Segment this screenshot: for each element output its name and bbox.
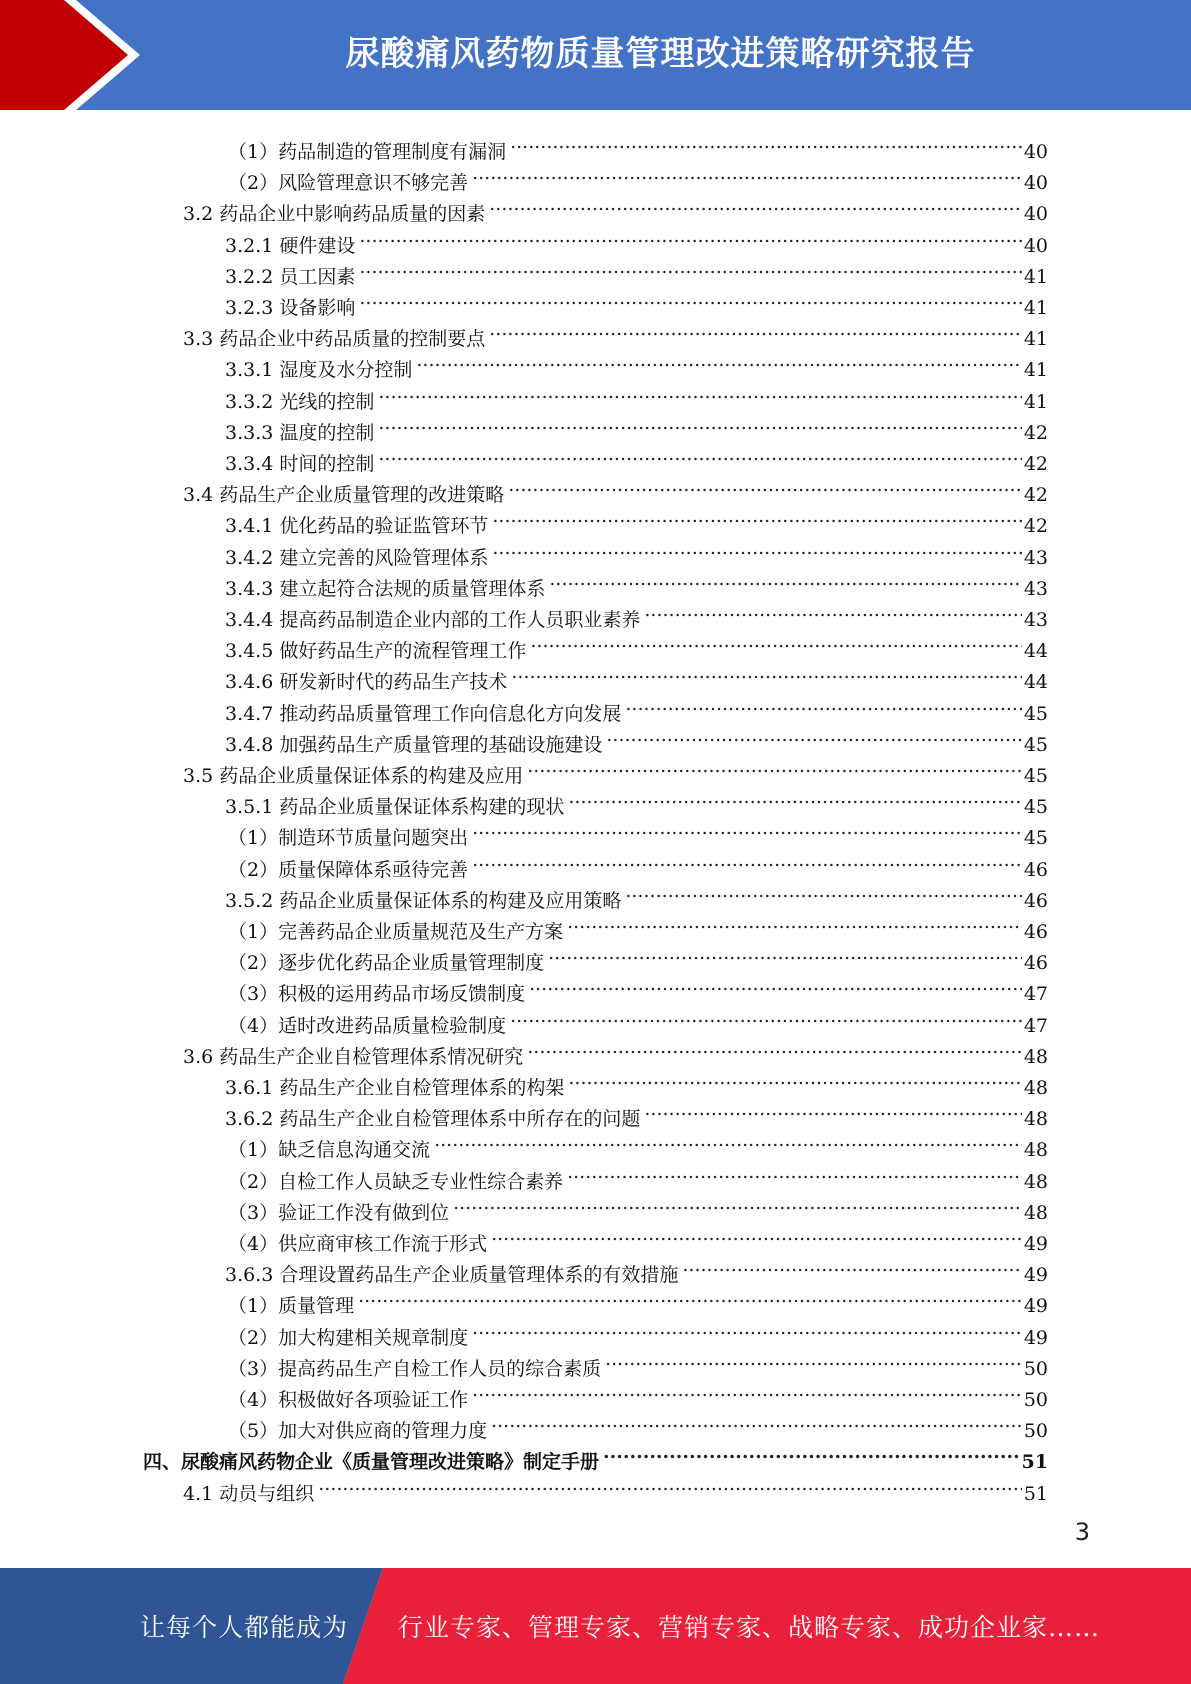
- toc-entry-label: 3.5 药品企业质量保证体系的构建及应用: [183, 765, 524, 787]
- toc-entry-page: 44: [1023, 671, 1048, 694]
- toc-entry-page: 43: [1023, 577, 1048, 600]
- toc-entry[interactable]: [225, 221, 1048, 257]
- toc-entry[interactable]: [225, 564, 1048, 600]
- toc-entry[interactable]: [183, 189, 1048, 226]
- toc-entry[interactable]: [225, 782, 1048, 819]
- toc-entry-label: 3.3.3 温度的控制: [225, 421, 375, 444]
- toc-leader-dots: [472, 813, 1022, 844]
- toc-entry-label: （2）风险管理意识不够完善: [228, 172, 469, 195]
- toc-entry-label: （4）适时改进药品质量检验制度: [228, 1014, 507, 1037]
- toc-entry-label: 3.4.5 做好药品生产的流程管理工作: [225, 640, 527, 663]
- toc-entry-label: 4.1 动员与组织: [183, 1482, 315, 1505]
- toc-entry-page: 46: [1023, 889, 1048, 912]
- toc-entry-label: （5）加大对供应商的管理力度: [228, 1420, 488, 1443]
- toc-leader-dots: [549, 564, 1021, 595]
- toc-entry[interactable]: [225, 345, 1048, 382]
- toc-entry[interactable]: [225, 876, 1048, 912]
- toc-entry[interactable]: [228, 158, 1048, 195]
- toc-entry[interactable]: [183, 314, 1048, 351]
- toc-entry-page: 41: [1023, 359, 1048, 382]
- toc-leader-dots: [318, 1469, 1022, 1500]
- toc-entry-label: 3.4.2 建立完善的风险管理体系: [225, 546, 489, 569]
- toc-entry-page: 42: [1023, 515, 1048, 538]
- footer-slogan-right: 行业专家、管理专家、营销专家、战略专家、成功企业家……: [398, 1613, 1101, 1642]
- toc-entry-page: 46: [1023, 952, 1048, 975]
- toc-entry[interactable]: [225, 501, 1048, 538]
- toc-entry[interactable]: [228, 1406, 1048, 1443]
- toc-leader-dots: [492, 501, 1021, 532]
- toc-entry-label: 3.4.4 提高药品制造企业内部的工作人员职业素养: [225, 609, 641, 631]
- toc-leader-dots: [472, 845, 1022, 876]
- toc-entry[interactable]: [228, 907, 1048, 943]
- toc-entry-label: 3.2.3 设备影响: [225, 297, 356, 319]
- toc-entry[interactable]: [225, 252, 1048, 288]
- toc-leader-dots: [510, 127, 1022, 158]
- toc-entry[interactable]: [228, 1157, 1048, 1193]
- toc-entry[interactable]: [225, 1250, 1048, 1287]
- toc-leader-dots: [359, 283, 1021, 314]
- toc-entry-label: 3.3 药品企业中药品质量的控制要点: [183, 328, 486, 351]
- toc-entry-page: 47: [1023, 983, 1048, 1006]
- toc-leader-dots: [508, 470, 1022, 501]
- toc-entry[interactable]: [225, 595, 1048, 631]
- page-footer: [0, 1568, 1191, 1684]
- toc-entry-label: 3.2.2 员工因素: [225, 265, 356, 288]
- toc-entry-label: （4）供应商审核工作流于形式: [228, 1233, 488, 1255]
- toc-entry-page: 45: [1023, 733, 1048, 756]
- toc-leader-dots: [359, 252, 1021, 283]
- toc-entry[interactable]: [228, 969, 1048, 1006]
- toc-leader-dots: [682, 1250, 1021, 1281]
- toc-leader-dots: [625, 689, 1021, 720]
- toc-entry-page: 48: [1023, 1201, 1048, 1224]
- toc-leader-dots: [359, 221, 1021, 252]
- toc-leader-dots: [527, 1032, 1022, 1063]
- toc-entry-label: 3.6.3 合理设置药品生产企业质量管理体系的有效措施: [225, 1264, 679, 1287]
- toc-leader-dots: [472, 158, 1022, 189]
- page-number: 3: [1074, 1518, 1090, 1546]
- toc-entry[interactable]: [228, 127, 1048, 163]
- toc-entry-page: 49: [1023, 1233, 1048, 1255]
- toc-entry[interactable]: [228, 1344, 1048, 1380]
- toc-leader-dots: [568, 1063, 1021, 1094]
- toc-entry[interactable]: [228, 1001, 1048, 1037]
- toc-leader-dots: [491, 1406, 1022, 1437]
- toc-entry[interactable]: [183, 1032, 1048, 1068]
- toc-entry-label: （2）自检工作人员缺乏专业性综合素养: [228, 1170, 564, 1193]
- toc-leader-dots: [453, 1188, 1022, 1219]
- toc-entry-label: 3.6.2 药品生产企业自检管理体系中所存在的问题: [225, 1108, 641, 1131]
- toc-entry-page: 42: [1023, 453, 1048, 475]
- toc-entry-label: 3.4.6 研发新时代的药品生产技术: [225, 671, 508, 694]
- toc-entry-page: 46: [1023, 921, 1048, 943]
- toc-entry-page: 49: [1023, 1264, 1048, 1287]
- toc-entry[interactable]: [225, 626, 1048, 663]
- toc-entry-page: 46: [1023, 858, 1048, 881]
- toc-leader-dots: [434, 1125, 1022, 1156]
- toc-leader-dots: [489, 314, 1022, 345]
- toc-entry[interactable]: [183, 1469, 1048, 1505]
- toc-entry-page: 51: [1023, 1482, 1048, 1505]
- toc-entry-label: （2）逐步优化药品企业质量管理制度: [228, 952, 545, 975]
- toc-entry[interactable]: [225, 439, 1048, 475]
- toc-entry-label: 3.4 药品生产企业质量管理的改进策略: [183, 484, 505, 507]
- toc-entry[interactable]: [225, 689, 1048, 725]
- toc-entry[interactable]: [225, 533, 1048, 569]
- toc-entry[interactable]: [228, 1125, 1048, 1162]
- toc-entry-label: （4）积极做好各项验证工作: [228, 1389, 469, 1411]
- toc-entry-label: 3.6 药品生产企业自检管理体系情况研究: [183, 1045, 524, 1068]
- toc-leader-dots: [605, 1344, 1022, 1375]
- toc-entry[interactable]: [225, 720, 1048, 756]
- toc-leader-dots: [606, 720, 1021, 751]
- toc-entry-label: （1）质量管理: [228, 1295, 355, 1318]
- toc-entry-label: 3.3.2 光线的控制: [225, 390, 375, 413]
- toc-leader-dots: [529, 969, 1022, 1000]
- toc-entry-label: （3）积极的运用药品市场反馈制度: [228, 983, 526, 1006]
- toc-entry[interactable]: [225, 1063, 1048, 1099]
- toc-entry[interactable]: [228, 1313, 1048, 1349]
- toc-entry-label: （3）提高药品生产自检工作人员的综合素质: [228, 1357, 602, 1380]
- toc-entry-page: 48: [1023, 1045, 1048, 1068]
- toc-leader-dots: [378, 439, 1021, 470]
- toc-entry-label: （1）药品制造的管理制度有漏洞: [228, 141, 507, 163]
- toc-entry-label: （1）缺乏信息沟通交流: [228, 1139, 431, 1162]
- toc-entry[interactable]: [228, 813, 1048, 850]
- toc-entry-page: 45: [1023, 827, 1048, 850]
- toc-entry-page: 48: [1023, 1170, 1048, 1193]
- toc-leader-dots: [511, 657, 1021, 688]
- toc-entry[interactable]: [143, 1437, 1048, 1474]
- toc-leader-dots: [378, 408, 1021, 439]
- toc-entry[interactable]: [183, 751, 1048, 787]
- toc-entry-page: 50: [1023, 1420, 1048, 1443]
- toc-entry-label: 3.5.2 药品企业质量保证体系的构建及应用策略: [225, 889, 622, 912]
- toc-entry-page: 42: [1023, 484, 1048, 507]
- toc-leader-dots: [644, 1094, 1021, 1125]
- toc-entry[interactable]: [225, 1094, 1048, 1131]
- toc-entry-page: 41: [1023, 297, 1048, 319]
- toc-leader-dots: [644, 595, 1021, 626]
- toc-entry-page: 45: [1023, 765, 1048, 787]
- toc-entry-label: 3.6.1 药品生产企业自检管理体系的构架: [225, 1077, 565, 1099]
- toc-leader-dots: [416, 345, 1021, 376]
- toc-entry-page: 40: [1023, 141, 1048, 163]
- toc-entry-label: （3）验证工作没有做到位: [228, 1201, 450, 1224]
- toc-entry-page: 48: [1023, 1077, 1048, 1099]
- toc-entry-label: 四、尿酸痛风药物企业《质量管理改进策略》制定手册: [143, 1451, 600, 1474]
- toc-entry-label: （1）制造环节质量问题突出: [228, 827, 469, 850]
- toc-entry-label: 3.2.1 硬件建设: [225, 234, 356, 257]
- toc-entry-label: （1）完善药品企业质量规范及生产方案: [228, 921, 564, 943]
- toc-leader-dots: [530, 626, 1021, 657]
- toc-leader-dots: [625, 876, 1021, 907]
- toc-entry[interactable]: [228, 1281, 1048, 1318]
- toc-entry[interactable]: [228, 1188, 1048, 1224]
- toc-entry-label: 3.4.8 加强药品生产质量管理的基础设施建设: [225, 733, 603, 756]
- report-title: 尿酸痛风药物质量管理改进策略研究报告: [345, 34, 976, 74]
- toc-entry[interactable]: [183, 470, 1048, 507]
- toc-leader-dots: [567, 907, 1022, 938]
- footer-slogan-left: 让每个人都能成为: [140, 1613, 349, 1642]
- page-header: [0, 0, 1191, 110]
- toc-entry-page: 49: [1023, 1295, 1048, 1318]
- toc-entry-label: 3.2 药品企业中影响药品质量的因素: [183, 203, 486, 226]
- toc-leader-dots: [568, 782, 1021, 813]
- toc-entry-label: 3.5.1 药品企业质量保证体系构建的现状: [225, 796, 565, 819]
- toc-entry-label: 3.3.4 时间的控制: [225, 453, 375, 475]
- toc-entry-label: 3.4.7 推动药品质量管理工作向信息化方向发展: [225, 702, 622, 725]
- toc-entry[interactable]: [228, 1219, 1048, 1255]
- toc-leader-dots: [548, 938, 1022, 969]
- toc-leader-dots: [358, 1281, 1022, 1312]
- toc-leader-dots: [472, 1313, 1022, 1344]
- toc-leader-dots: [489, 189, 1022, 220]
- toc-entry[interactable]: [228, 938, 1048, 975]
- toc-entry[interactable]: [225, 283, 1048, 319]
- toc-entry-page: 40: [1023, 203, 1048, 226]
- toc-entry[interactable]: [228, 1375, 1048, 1411]
- toc-entry-page: 45: [1023, 702, 1048, 725]
- toc-entry-page: 40: [1023, 234, 1048, 257]
- toc-leader-dots: [492, 533, 1021, 564]
- toc-entry-page: 45: [1023, 796, 1048, 819]
- toc-entry-label: （2）加大构建相关规章制度: [228, 1326, 469, 1349]
- toc-leader-dots: [491, 1219, 1022, 1250]
- toc-entry-page: 48: [1023, 1108, 1048, 1131]
- toc-entry-page: 41: [1023, 328, 1048, 351]
- toc-entry-label: 3.4.1 优化药品的验证监管环节: [225, 515, 489, 538]
- toc-entry-page: 43: [1023, 609, 1048, 631]
- toc-entry[interactable]: [225, 408, 1048, 444]
- toc-entry-page: 48: [1023, 1139, 1048, 1162]
- toc-entry-page: 47: [1023, 1014, 1048, 1037]
- toc-entry-label: 3.4.3 建立起符合法规的质量管理体系: [225, 577, 546, 600]
- toc-entry[interactable]: [228, 845, 1048, 881]
- toc-entry-page: 42: [1023, 421, 1048, 444]
- toc-entry[interactable]: [225, 657, 1048, 694]
- toc-leader-dots: [472, 1375, 1022, 1406]
- toc-entry-page: 49: [1023, 1326, 1048, 1349]
- toc-leader-dots: [567, 1157, 1022, 1188]
- toc-leader-dots: [527, 751, 1022, 782]
- toc-leader-dots: [510, 1001, 1022, 1032]
- toc-entry-page: 41: [1023, 265, 1048, 288]
- toc-entry-page: 51: [1021, 1451, 1048, 1474]
- toc-leader-dots: [378, 377, 1021, 408]
- toc-leader-dots: [603, 1437, 1020, 1468]
- toc-entry-label: 3.3.1 湿度及水分控制: [225, 359, 413, 382]
- toc-entry-label: （2）质量保障体系亟待完善: [228, 858, 469, 881]
- toc-entry-page: 43: [1023, 546, 1048, 569]
- toc-entry-page: 40: [1023, 172, 1048, 195]
- toc-entry[interactable]: [225, 377, 1048, 413]
- toc-entry-page: 41: [1023, 390, 1048, 413]
- toc-entry-page: 50: [1023, 1357, 1048, 1380]
- toc-entry-page: 50: [1023, 1389, 1048, 1411]
- toc-entry-page: 44: [1023, 640, 1048, 663]
